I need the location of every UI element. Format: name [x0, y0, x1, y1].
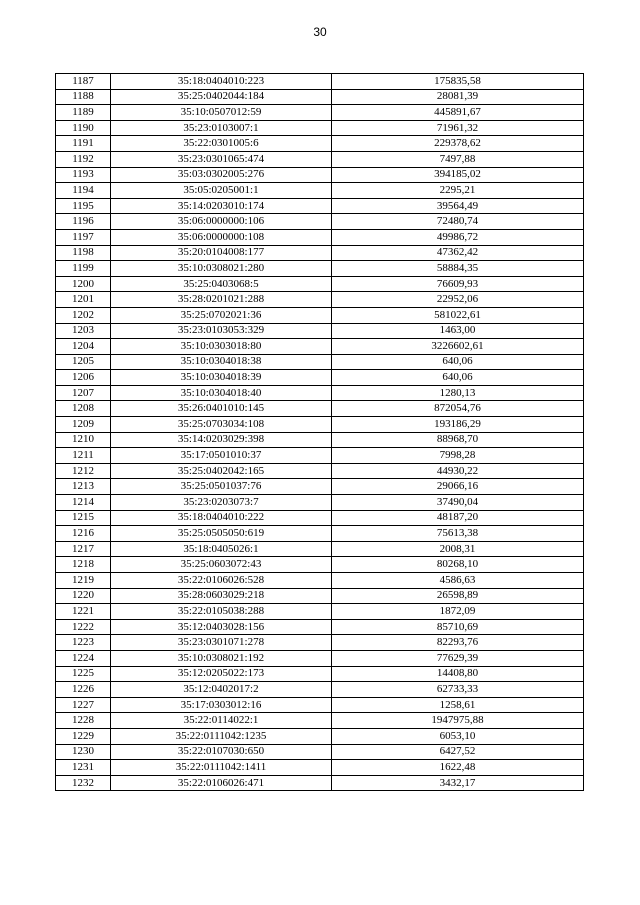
- cadastral-number-cell: 35:12:0403028:156: [111, 619, 332, 635]
- cadastral-number-cell: 35:25:0402044:184: [111, 89, 332, 105]
- value-cell: 82293,76: [332, 635, 584, 651]
- cadastral-number-cell: 35:10:0507012:59: [111, 105, 332, 121]
- value-cell: 394185,02: [332, 167, 584, 183]
- table-row: [56, 198, 584, 214]
- value-cell: 229378,62: [332, 136, 584, 152]
- table-row: [56, 89, 584, 105]
- table-row: [56, 541, 584, 557]
- row-number-cell: 1208: [56, 401, 111, 417]
- row-number-cell: 1189: [56, 105, 111, 121]
- cadastral-number-cell: 35:17:0303012:16: [111, 697, 332, 713]
- value-cell: 80268,10: [332, 557, 584, 573]
- cadastral-number-cell: 35:22:0114022:1: [111, 713, 332, 729]
- table-row: [56, 229, 584, 245]
- row-number-cell: 1216: [56, 526, 111, 542]
- row-number-cell: 1190: [56, 120, 111, 136]
- table-body: [56, 74, 584, 791]
- value-cell: 75613,38: [332, 526, 584, 542]
- row-number-cell: 1228: [56, 713, 111, 729]
- row-number-cell: 1195: [56, 198, 111, 214]
- value-cell: 193186,29: [332, 417, 584, 433]
- row-number-cell: 1213: [56, 479, 111, 495]
- table-row: [56, 120, 584, 136]
- row-number-cell: 1214: [56, 495, 111, 511]
- row-number-cell: 1215: [56, 510, 111, 526]
- cadastral-number-cell: 35:10:0308021:280: [111, 261, 332, 277]
- table-row: [56, 261, 584, 277]
- page-number: 30: [313, 25, 327, 39]
- table-row: [56, 432, 584, 448]
- row-number-cell: 1218: [56, 557, 111, 573]
- row-number-cell: 1223: [56, 635, 111, 651]
- cadastral-number-cell: 35:20:0104008:177: [111, 245, 332, 261]
- value-cell: 3432,17: [332, 775, 584, 791]
- cadastral-number-cell: 35:23:0103007:1: [111, 120, 332, 136]
- table-row: [56, 307, 584, 323]
- cadastral-number-cell: 35:18:0404010:222: [111, 510, 332, 526]
- value-cell: 872054,76: [332, 401, 584, 417]
- cadastral-number-cell: 35:28:0603029:218: [111, 588, 332, 604]
- table-row: [56, 323, 584, 339]
- value-cell: 7497,88: [332, 151, 584, 167]
- row-number-cell: 1224: [56, 650, 111, 666]
- value-cell: 1463,00: [332, 323, 584, 339]
- cadastral-number-cell: 35:22:0106026:528: [111, 573, 332, 589]
- cadastral-number-cell: 35:18:0405026:1: [111, 541, 332, 557]
- cadastral-number-cell: 35:06:0000000:108: [111, 229, 332, 245]
- row-number-cell: 1196: [56, 214, 111, 230]
- table-row: [56, 183, 584, 199]
- row-number-cell: 1232: [56, 775, 111, 791]
- cadastral-number-cell: 35:25:0402042:165: [111, 463, 332, 479]
- cadastral-number-cell: 35:17:0501010:37: [111, 448, 332, 464]
- table-row: [56, 713, 584, 729]
- value-cell: 4586,63: [332, 573, 584, 589]
- table-row: [56, 666, 584, 682]
- value-cell: 640,06: [332, 370, 584, 386]
- cadastral-number-cell: 35:25:0403068:5: [111, 276, 332, 292]
- table-row: [56, 151, 584, 167]
- table-row: [56, 495, 584, 511]
- cadastral-number-cell: 35:03:0302005:276: [111, 167, 332, 183]
- cadastral-number-cell: 35:10:0303018:80: [111, 339, 332, 355]
- row-number-cell: 1200: [56, 276, 111, 292]
- cadastral-number-cell: 35:05:0205001:1: [111, 183, 332, 199]
- row-number-cell: 1219: [56, 573, 111, 589]
- table-row: [56, 417, 584, 433]
- table-row: [56, 635, 584, 651]
- table-row: [56, 650, 584, 666]
- table-row: [56, 760, 584, 776]
- table-row: [56, 573, 584, 589]
- row-number-cell: 1222: [56, 619, 111, 635]
- row-number-cell: 1231: [56, 760, 111, 776]
- table-row: [56, 214, 584, 230]
- cadastral-number-cell: 35:10:0304018:40: [111, 385, 332, 401]
- table-row: [56, 448, 584, 464]
- cadastral-number-cell: 35:10:0308021:192: [111, 650, 332, 666]
- table-row: [56, 136, 584, 152]
- value-cell: 39564,49: [332, 198, 584, 214]
- table-row: [56, 167, 584, 183]
- value-cell: 6053,10: [332, 728, 584, 744]
- value-cell: 14408,80: [332, 666, 584, 682]
- row-number-cell: 1201: [56, 292, 111, 308]
- table-row: [56, 526, 584, 542]
- value-cell: 6427,52: [332, 744, 584, 760]
- value-cell: 175835,58: [332, 74, 584, 90]
- row-number-cell: 1212: [56, 463, 111, 479]
- value-cell: 77629,39: [332, 650, 584, 666]
- table-row: [56, 557, 584, 573]
- row-number-cell: 1193: [56, 167, 111, 183]
- table-row: [56, 354, 584, 370]
- cadastral-number-cell: 35:23:0203073:7: [111, 495, 332, 511]
- row-number-cell: 1230: [56, 744, 111, 760]
- cadastral-number-cell: 35:14:0203029:398: [111, 432, 332, 448]
- value-cell: 72480,74: [332, 214, 584, 230]
- value-cell: 48187,20: [332, 510, 584, 526]
- cadastral-number-cell: 35:23:0301065:474: [111, 151, 332, 167]
- row-number-cell: 1204: [56, 339, 111, 355]
- value-cell: 1622,48: [332, 760, 584, 776]
- row-number-cell: 1229: [56, 728, 111, 744]
- row-number-cell: 1225: [56, 666, 111, 682]
- row-number-cell: 1209: [56, 417, 111, 433]
- cadastral-number-cell: 35:25:0501037:76: [111, 479, 332, 495]
- cadastral-number-cell: 35:25:0702021:36: [111, 307, 332, 323]
- value-cell: 2295,21: [332, 183, 584, 199]
- table-row: [56, 385, 584, 401]
- row-number-cell: 1199: [56, 261, 111, 277]
- row-number-cell: 1220: [56, 588, 111, 604]
- table-row: [56, 604, 584, 620]
- table-row: [56, 105, 584, 121]
- table-row: [56, 245, 584, 261]
- cadastral-number-cell: 35:12:0402017:2: [111, 682, 332, 698]
- value-cell: 581022,61: [332, 307, 584, 323]
- value-cell: 47362,42: [332, 245, 584, 261]
- table-row: [56, 463, 584, 479]
- cadastral-number-cell: 35:25:0603072:43: [111, 557, 332, 573]
- table-row: [56, 682, 584, 698]
- row-number-cell: 1192: [56, 151, 111, 167]
- row-number-cell: 1227: [56, 697, 111, 713]
- table-row: [56, 74, 584, 90]
- row-number-cell: 1203: [56, 323, 111, 339]
- value-cell: 37490,04: [332, 495, 584, 511]
- table-row: [56, 401, 584, 417]
- table-row: [56, 370, 584, 386]
- value-cell: 7998,28: [332, 448, 584, 464]
- value-cell: 1258,61: [332, 697, 584, 713]
- table-row: [56, 588, 584, 604]
- row-number-cell: 1211: [56, 448, 111, 464]
- value-cell: 22952,06: [332, 292, 584, 308]
- cadastral-number-cell: 35:22:0301005:6: [111, 136, 332, 152]
- cadastral-number-cell: 35:14:0203010:174: [111, 198, 332, 214]
- value-cell: 88968,70: [332, 432, 584, 448]
- row-number-cell: 1202: [56, 307, 111, 323]
- row-number-cell: 1221: [56, 604, 111, 620]
- table-row: [56, 744, 584, 760]
- value-cell: 445891,67: [332, 105, 584, 121]
- row-number-cell: 1198: [56, 245, 111, 261]
- table-row: [56, 728, 584, 744]
- row-number-cell: 1191: [56, 136, 111, 152]
- cadastral-number-cell: 35:22:0105038:288: [111, 604, 332, 620]
- value-cell: 44930,22: [332, 463, 584, 479]
- value-cell: 1872,09: [332, 604, 584, 620]
- cadastral-number-cell: 35:22:0111042:1411: [111, 760, 332, 776]
- cadastral-table: [55, 73, 584, 791]
- value-cell: 1280,13: [332, 385, 584, 401]
- cadastral-number-cell: 35:22:0107030:650: [111, 744, 332, 760]
- value-cell: 2008,31: [332, 541, 584, 557]
- row-number-cell: 1187: [56, 74, 111, 90]
- table-row: [56, 479, 584, 495]
- table-row: [56, 697, 584, 713]
- cadastral-number-cell: 35:25:0505050:619: [111, 526, 332, 542]
- cadastral-number-cell: 35:28:0201021:288: [111, 292, 332, 308]
- cadastral-number-cell: 35:12:0205022:173: [111, 666, 332, 682]
- value-cell: 29066,16: [332, 479, 584, 495]
- value-cell: 3226602,61: [332, 339, 584, 355]
- value-cell: 1947975,88: [332, 713, 584, 729]
- cadastral-number-cell: 35:18:0404010:223: [111, 74, 332, 90]
- value-cell: 85710,69: [332, 619, 584, 635]
- value-cell: 76609,93: [332, 276, 584, 292]
- cadastral-number-cell: 35:22:0106026:471: [111, 775, 332, 791]
- cadastral-number-cell: 35:10:0304018:39: [111, 370, 332, 386]
- cadastral-number-cell: 35:22:0111042:1235: [111, 728, 332, 744]
- value-cell: 640,06: [332, 354, 584, 370]
- row-number-cell: 1188: [56, 89, 111, 105]
- cadastral-number-cell: 35:23:0301071:278: [111, 635, 332, 651]
- cadastral-number-cell: 35:25:0703034:108: [111, 417, 332, 433]
- value-cell: 49986,72: [332, 229, 584, 245]
- table-row: [56, 619, 584, 635]
- cadastral-number-cell: 35:23:0103053:329: [111, 323, 332, 339]
- table-row: [56, 276, 584, 292]
- table-row: [56, 339, 584, 355]
- cadastral-number-cell: 35:26:0401010:145: [111, 401, 332, 417]
- cadastral-number-cell: 35:10:0304018:38: [111, 354, 332, 370]
- value-cell: 71961,32: [332, 120, 584, 136]
- row-number-cell: 1210: [56, 432, 111, 448]
- table-row: [56, 775, 584, 791]
- row-number-cell: 1207: [56, 385, 111, 401]
- table-row: [56, 292, 584, 308]
- cadastral-number-cell: 35:06:0000000:106: [111, 214, 332, 230]
- row-number-cell: 1226: [56, 682, 111, 698]
- value-cell: 28081,39: [332, 89, 584, 105]
- table-row: [56, 510, 584, 526]
- row-number-cell: 1217: [56, 541, 111, 557]
- row-number-cell: 1205: [56, 354, 111, 370]
- row-number-cell: 1206: [56, 370, 111, 386]
- row-number-cell: 1197: [56, 229, 111, 245]
- value-cell: 62733,33: [332, 682, 584, 698]
- value-cell: 58884,35: [332, 261, 584, 277]
- value-cell: 26598,89: [332, 588, 584, 604]
- row-number-cell: 1194: [56, 183, 111, 199]
